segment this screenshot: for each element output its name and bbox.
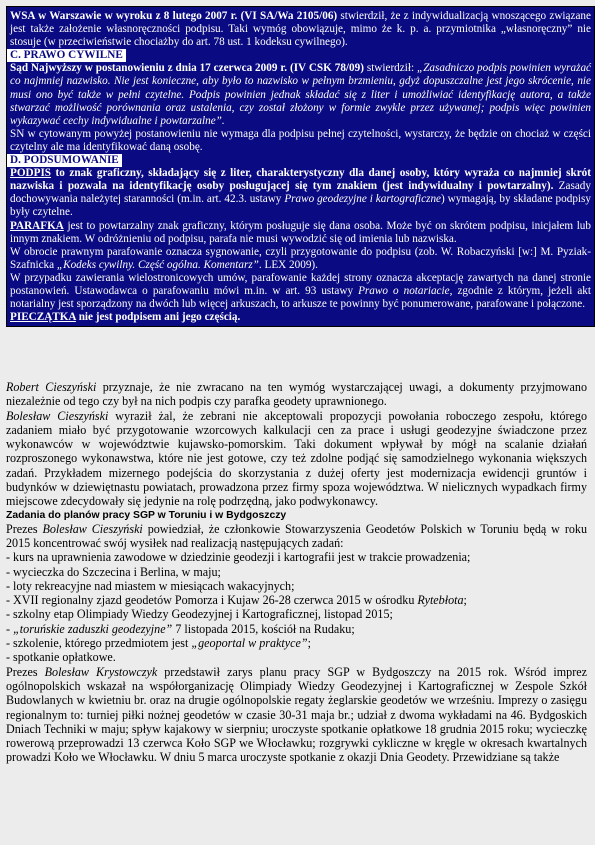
ruling-quote: „Zasadniczo podpis powinien wyrażać co najmniej nazwisko. Nie jest konieczne, aby było to nazwisko w pełnym brzmieniu, gdyż dopuszczalne jest jego skrócenie, nie musi ono być także w pełni czytelne. Podpis powinien jednak składać się z liter i umożliwiać identyfikację autora, a także stwarzać możliwość porównania oraz ustalenia, czy został złożony w formie zwykle przez używanej; podpis więc powinien wykazywać cechy indywidualne i powtarzalne”. xyxy=(10,62,592,127)
body-paragraph: Bolesław Cieszyński wyraził żal, że zebrani nie akceptowali propozycji powołania roboczego zespołu, którego zadaniem miało być przygotowanie wzorcowych kalkulacji cen za prace i usługi geodezyjne świadczone przez wykonawców w województwie kujawsko-pomorskim. Taki dokument wpływał by mógł na scalanie działań rozproszonego wykonawstwa, które nie jest gotowe, czy też zdolne podjąć się samodzielnego wykonania większych zadań. Przykładem mizernego podejścia do skorzystania z dużej oferty jest modernizacja ewidencji gruntów i budynków w dziewiętnastu powiatach, prowadzona przez firmy spoza województwa. W nielicznych wypadkach firmy miejscowe zdecydowały się jedynie na rolę podrzędną, jako podwykonawcy. xyxy=(6,408,587,509)
note-paragraph: Sąd Najwyższy w postanowieniu z dnia 17 czerwca 2009 r. (IV CSK 78/09) stwierdził: „Zasadniczo podpis powinien wyrażać co najmniej nazwisko. Nie jest konieczne, aby było to nazwisko w pełnym brzmieniu, gdyż dopuszczalne jest jego skrócenie, nie musi ono być także w pełni czytelne. Podpis powinien jednak składać się z liter i umożliwiać identyfikację autora, a także stwarzać możliwość porównania oraz ustalenia, czy został złożony w formie zwykle przez używanej; podpis więc powinien wykazywać cechy indywidualne i powtarzalne”. xyxy=(10,62,592,127)
body-paragraph: Prezes Bolesław Cieszyński powiedział, że członkowie Stowarzyszenia Geodetów Polskich w Toruniu będą w roku 2015 koncentrować swój wysiłek nad realizacją następujących zadań: xyxy=(6,521,587,550)
list-item: - loty rekreacyjne nad miastem w miesiącach wakacyjnych; xyxy=(6,578,295,593)
section-d-label: D. PODSUMOWANIE xyxy=(7,154,122,167)
section-heading xyxy=(10,154,591,167)
body-paragraph: Robert Cieszyński przyznaje, że nie zwracano na ten wymóg wystarczającej uwagi, a dokumenty przyjmowano niezależnie od tego czy był na nich podpis czy parafka geodety uprawnionego. xyxy=(6,380,588,409)
note-paragraph: W obrocie prawnym parafowanie oznacza sygnowanie, czyli przygotowanie do podpisu (zob. W. Robaczyński [w:] M. Pyziak-Szafnicka „Kodeks cywilny. Część ogólna. Komentarz”. LEX 2009). xyxy=(10,245,591,271)
term-podpis: PODPIS xyxy=(10,167,52,180)
task-list xyxy=(6,550,587,664)
note-paragraph: WSA w Warszawie w wyroku z 8 lutego 2007 r. (VI SA/Wa 2105/06) stwierdził, że z indywidualizacją wnoszącego związane jest także założenie własnoręczności podpisu. Taki wymóg obowiązuje, mimo że k. p. a. przymiotnika „własnoręczny” nie stosuje (w przeciwieństwie chociażby do art. 78 ust. 1 kodeksu cywilnego). xyxy=(10,10,591,49)
article-body xyxy=(6,380,587,765)
term-pieczatka: PIECZĄTKA xyxy=(10,311,76,324)
term-parafka: PARAFKA xyxy=(10,219,64,232)
ruling-reference: Sąd Najwyższy w postanowieniu z dnia 17 czerwca 2009 r. (IV CSK 78/09) xyxy=(10,62,364,75)
list-item: - „toruńskie zaduszki geodezyjne” 7 listopada 2015, kościół na Rudaku; xyxy=(6,621,355,636)
note-paragraph: W przypadku zawierania wielostronicowych umów, parafowanie każdej strony oznacza akceptację zawartych na danej stronie postanowień. Ustawodawca o parafowaniu mówi m.in. w art. 93 ustawy Prawo o notariacie, zgodnie z którym, jeżeli akt notarialny jest sporządzony na dwóch lub więcej arkuszach, to arkusze te powinny być ponumerowane, parafowane i połączone. xyxy=(10,271,592,311)
person-name: Robert Cieszyński xyxy=(6,380,97,394)
list-item: - szkolny etap Olimpiady Wiedzy Geodezyjnej i Kartograficznej, listopad 2015; xyxy=(6,607,393,622)
person-name: Bolesław Krystowczyk xyxy=(44,664,158,679)
section-heading xyxy=(10,49,591,62)
note-paragraph: SN w cytowanym powyżej postanowieniu nie wymaga dla podpisu pełnej czytelności, wystarczy, że będzie on chociaż w części czytelny ale ma identyfikować daną osobę. xyxy=(10,127,591,153)
list-item: - wycieczka do Szczecina i Berlina, w maju; xyxy=(6,564,221,579)
legal-note-box xyxy=(6,6,595,327)
definition-podpis: PODPIS to znak graficzny, składający się z liter, charakterystyczny dla danej osoby, który wyraża co najmniej skrót nazwiska i pozwala na identyfikację osoby posługującej się tym znakiem (jest indywidualny i powtarzalny). Zasady dochowywania należytej staranności (m.in. art. 42.3. ustawy Prawo geodezyjne i kartograficzne) wymagają, by składane podpisy były czytelne. xyxy=(10,167,591,219)
person-name: Bolesław Cieszyński xyxy=(42,521,143,536)
section-heading: Zadania do planów pracy SGP w Toruniu i w Bydgoszczy xyxy=(6,509,287,521)
list-item: - szkolenie, którego przedmiotem jest „geoportal w praktyce”; xyxy=(6,636,311,651)
ruling-reference: WSA w Warszawie w wyroku z 8 lutego 2007 r. (VI SA/Wa 2105/06) xyxy=(10,10,338,22)
person-name: Bolesław Cieszyński xyxy=(6,408,109,423)
body-paragraph: Prezes Bolesław Krystowczyk przedstawił zarys planu pracy SGP w Bydgoszczy na 2015 rok. Wśród imprez ogólnopolskich wskazał na współorganizację Olimpiady Wiedzy Geodezyjnej i Kartograficznej w Zespole Szkół Budowlanych w kwietniu br. oraz na drugie ogólnopolskie regaty żeglarskie geodetów we wrześniu. Imprezy o zasięgu regionalnym to: turniej piłki nożnej geodetów w czasie 30-31 maja br.; udział z dwoma wykładami na 46. Bydgoskich Dniach Techniki w maju; spływ kajakowy w sierpniu; uroczyste spotkanie opłatkowe 18 grudnia 2015 roku; wycieczkę rowerową przeprowadzi 13 czerwca Koło SGP we Włocławku; rozgrywki cykliczne w kręgle w okresach kwartalnych prowadzi Koło we Włocławku. W dniu 5 marca uroczyste spotkanie z okazji Dnia Geodety. Przewidziane są także xyxy=(6,664,587,765)
definition-pieczatka: PIECZĄTKA nie jest podpisem ani jego częścią. xyxy=(10,311,241,324)
section-c-label: C. PRAWO CYWILNE xyxy=(7,49,126,62)
list-item: - kurs na uprawnienia zawodowe w dziedzinie geodezji i kartografii jest w trakcie prowadzenia; xyxy=(6,550,471,565)
list-item: - spotkanie opłatkowe. xyxy=(6,650,116,665)
list-item: - XVII regionalny zjazd geodetów Pomorza i Kujaw 26-28 czerwca 2015 w ośrodku Rytebłota; xyxy=(6,593,467,608)
definition-parafka: PARAFKA jest to powtarzalny znak graficzny, którym posługuje się dana osoba. Może być on skrótem podpisu, inicjałem lub innym znakiem. W odróżnieniu od podpisu, parafa nie musi wywodzić się od imienia lub nazwiska. xyxy=(10,219,591,245)
